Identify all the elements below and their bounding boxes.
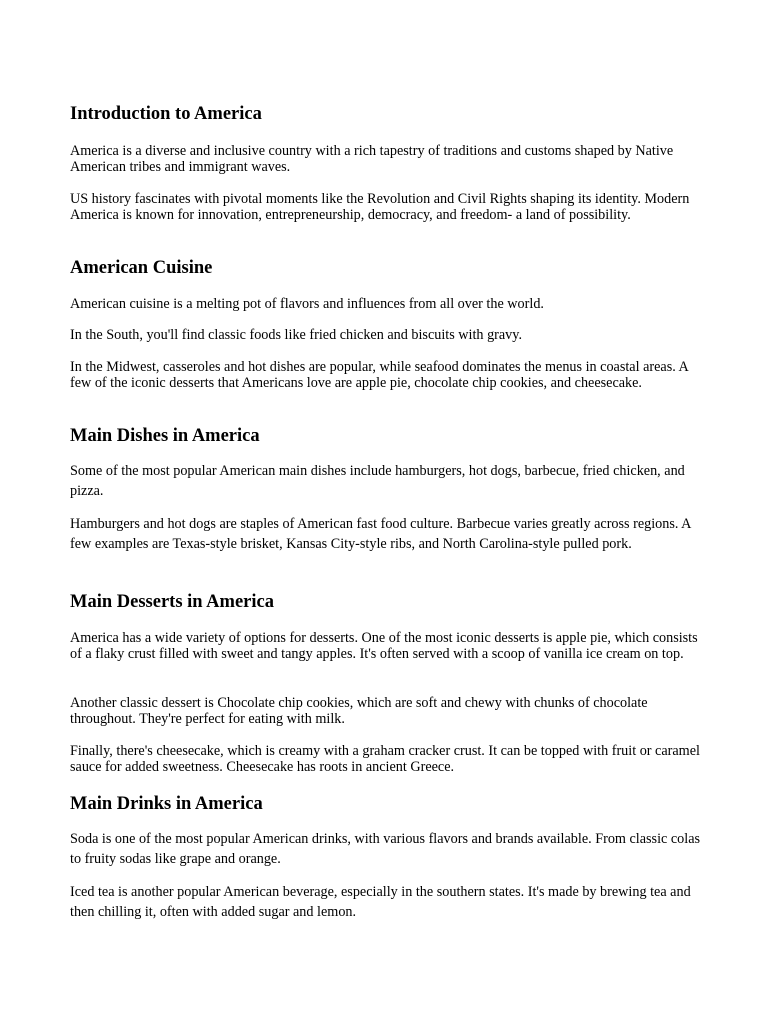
- paragraph-drinks-1: Soda is one of the most popular American drinks, with various flavors and brands available. From classic colas to fruity sodas like grape and orange.: [70, 831, 701, 867]
- paragraph-cuisine-2: In the South, you'll find classic foods like fried chicken and biscuits with gravy.: [70, 327, 522, 343]
- paragraph-desserts-2: Another classic dessert is Chocolate chip cookies, which are soft and chewy with chunks of chocolate throughout. They're perfect for eating with milk.: [70, 695, 648, 728]
- paragraph-cuisine-1: American cuisine is a melting pot of flavors and influences from all over the world.: [70, 296, 544, 312]
- heading-main-drinks: Main Drinks in America: [70, 794, 263, 814]
- paragraph-desserts-3: Finally, there's cheesecake, which is creamy with a graham cracker crust. It can be topped with fruit or caramel sauce for added sweetness. Cheesecake has roots in ancient Greece.: [70, 743, 700, 776]
- heading-main-dishes: Main Dishes in America: [70, 426, 260, 446]
- paragraph-cuisine-3: In the Midwest, casseroles and hot dishes are popular, while seafood dominates the menus in coastal areas. A few of the iconic desserts that Americans love are apple pie, chocolate chip cookies, and cheesecake.: [70, 359, 688, 392]
- heading-american-cuisine: American Cuisine: [70, 258, 213, 278]
- paragraph-dishes-1: Some of the most popular American main dishes include hamburgers, hot dogs, barbecue, fried chicken, and pizza.: [70, 463, 685, 499]
- paragraph-dishes-2: Hamburgers and hot dogs are staples of American fast food culture. Barbecue varies greatly across regions. A few examples are Texas-style brisket, Kansas City-style ribs, and North Carolina-style pulled pork.: [70, 516, 691, 552]
- heading-main-desserts: Main Desserts in America: [70, 592, 274, 612]
- paragraph-intro-2: US history fascinates with pivotal moments like the Revolution and Civil Rights shaping its identity. Modern America is known for innovation, entrepreneurship, democracy, and freedom- a land of possibility.: [70, 191, 690, 224]
- paragraph-intro-1: America is a diverse and inclusive country with a rich tapestry of traditions and customs shaped by Native American tribes and immigrant waves.: [70, 143, 674, 176]
- heading-introduction: Introduction to America: [70, 104, 262, 124]
- paragraph-desserts-1: America has a wide variety of options for desserts. One of the most iconic desserts is apple pie, which consists of a flaky crust filled with sweet and tangy apples. It's often served with a scoop of vanilla ice cream on top.: [70, 630, 698, 663]
- paragraph-drinks-2: Iced tea is another popular American beverage, especially in the southern states. It's made by brewing tea and then chilling it, often with added sugar and lemon.: [70, 884, 691, 920]
